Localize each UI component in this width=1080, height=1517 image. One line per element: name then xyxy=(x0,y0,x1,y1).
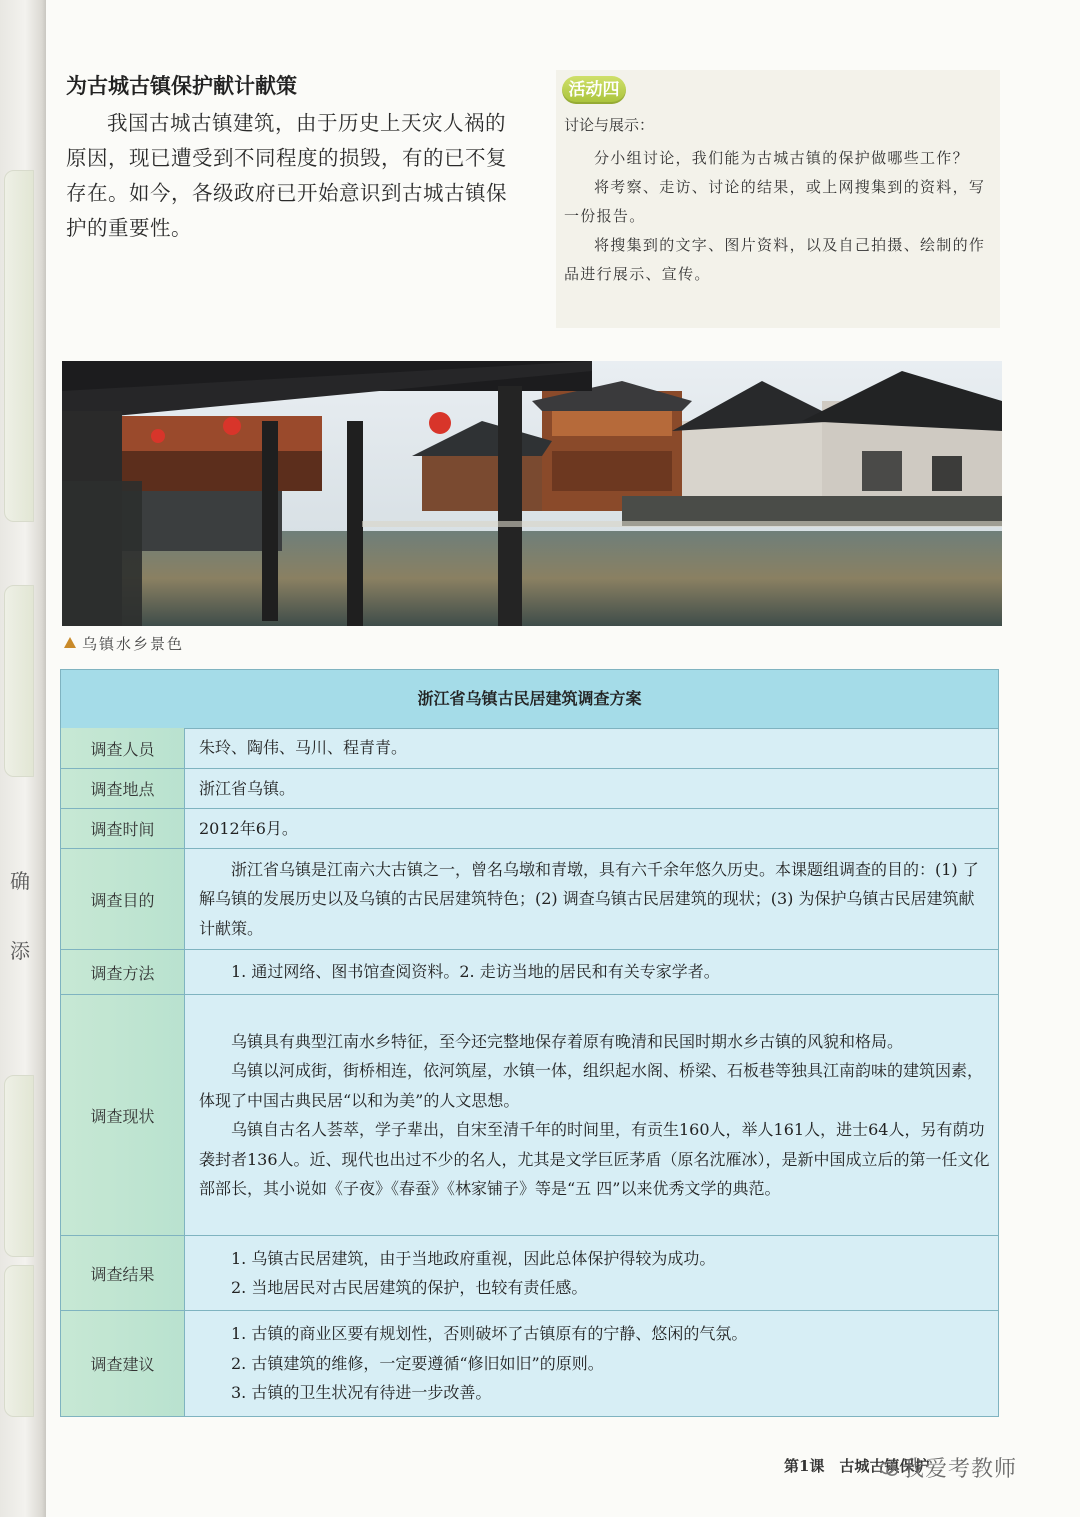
page-footer: 第1课 古城古镇保护 xyxy=(784,1457,930,1475)
spine-tab xyxy=(4,1265,34,1417)
row-text: 浙江省乌镇。 xyxy=(199,778,296,798)
activity-box xyxy=(556,70,1000,328)
activity-item: 将考察、走访、讨论的结果，或上网搜集到的资料，写一份报告。 xyxy=(564,178,986,225)
table-row xyxy=(61,728,998,769)
spine-tab xyxy=(4,170,34,522)
row-text: 乌镇以河成街，街桥相连，依河筑屋，水镇一体，组织起水阁、桥梁、石板巷等独具江南韵味的建筑因素，体现了中国古典民居“以和为美”的人文思想。 xyxy=(199,1061,984,1110)
row-content xyxy=(199,950,990,994)
wuzhen-photo xyxy=(62,361,1002,626)
table-title: 浙江省乌镇古民居建筑调查方案 xyxy=(61,670,998,729)
watermark xyxy=(880,1452,1017,1483)
row-label: 调查现状 xyxy=(61,995,185,1235)
spine-text: 添 xyxy=(10,939,30,963)
row-text: 浙江省乌镇是江南六大古镇之一，曾名乌墩和青墩，具有六千余年悠久历史。本课题组调查的目的：(1) 了解乌镇的发展历史以及乌镇的古民居建筑特色；(2) 调查乌镇古民居建筑的现状；(3) 为保护乌镇古民居建筑献计献策。 xyxy=(199,859,979,938)
triangle-icon xyxy=(64,637,76,648)
row-text: 1. 乌镇古民居建筑，由于当地政府重视，因此总体保护得较为成功。 xyxy=(231,1248,716,1268)
watermark-text: 我爱考教师 xyxy=(902,1457,1018,1482)
row-text: 2. 当地居民对古民居建筑的保护，也较有责任感。 xyxy=(231,1278,588,1297)
activity-item: 分小组讨论，我们能为古城古镇的保护做哪些工作？ xyxy=(594,149,969,167)
row-content xyxy=(199,1236,990,1310)
photo-caption xyxy=(64,633,184,654)
book-spine xyxy=(0,0,46,1517)
row-label: 调查结果 xyxy=(61,1236,185,1310)
chat-bubble-icon xyxy=(880,1460,898,1478)
row-text: 乌镇自古名人荟萃，学子辈出，自宋至清千年的时间里，有贡生160人，举人161人，进士64人，另有荫功袭封者136人。近、现代也出过不少的名人，尤其是文学巨匠茅盾（原名沈雁冰），是新中国成立后的第一任文化部部长，其小说如《子夜》《春蚕》《林家铺子》等是“五 四”以来优秀文学的典范。 xyxy=(199,1120,990,1198)
row-text: 3. 古镇的卫生状况有待进一步改善。 xyxy=(231,1383,492,1403)
row-label: 调查方法 xyxy=(61,950,185,994)
spine-tab xyxy=(4,1075,34,1257)
row-text: 2. 古镇建筑的维修，一定要遵循“修旧如旧”的原则。 xyxy=(231,1353,604,1373)
spine-tab xyxy=(4,585,34,777)
row-text: 1. 古镇的商业区要有规划性，否则破坏了古镇原有的宁静、悠闲的气氛。 xyxy=(231,1324,748,1344)
row-content xyxy=(199,849,990,949)
table-row xyxy=(61,1236,998,1311)
row-content xyxy=(199,809,990,848)
table-row xyxy=(61,1311,998,1416)
row-content xyxy=(199,769,990,808)
row-content xyxy=(199,995,990,1235)
activity-badge: 活动四 xyxy=(562,76,626,104)
row-label: 调查人员 xyxy=(61,728,185,768)
table-row xyxy=(61,995,998,1236)
survey-table xyxy=(60,669,999,1417)
row-text: 乌镇具有典型江南水乡特征，至今还完整地保存着原有晚清和民国时期水乡古镇的风貌和格局。 xyxy=(231,1031,904,1051)
row-label: 调查建议 xyxy=(61,1311,185,1416)
row-content xyxy=(199,1311,990,1416)
table-row xyxy=(61,769,998,809)
row-text: 1. 通过网络、图书馆查阅资料。2. 走访当地的居民和有关专家学者。 xyxy=(231,962,720,982)
row-content xyxy=(199,728,990,768)
activity-list xyxy=(564,144,996,289)
activity-item: 将搜集到的文字、图片资料，以及自己拍摄、绘制的作品进行展示、宣传。 xyxy=(564,236,986,283)
row-text: 朱玲、陶伟、马川、程青青。 xyxy=(199,738,408,758)
row-label: 调查目的 xyxy=(61,849,185,949)
spine-text: 确 xyxy=(10,869,30,893)
section-heading: 为古城古镇保护献计献策 xyxy=(66,74,297,98)
intro-paragraph: 我国古城古镇建筑，由于历史上天灾人祸的原因，现已遭受到不同程度的损毁，有的已不复存在。如今，各级政府已开始意识到古城古镇保护的重要性。 xyxy=(66,111,507,240)
row-label: 调查地点 xyxy=(61,769,185,808)
table-row xyxy=(61,849,998,950)
row-text: 2012年6月。 xyxy=(199,818,298,838)
caption-text: 乌镇水乡景色 xyxy=(82,635,185,653)
table-row xyxy=(61,950,998,995)
activity-title: 讨论与展示： xyxy=(564,116,655,134)
table-row xyxy=(61,809,998,849)
row-label: 调查时间 xyxy=(61,809,185,848)
